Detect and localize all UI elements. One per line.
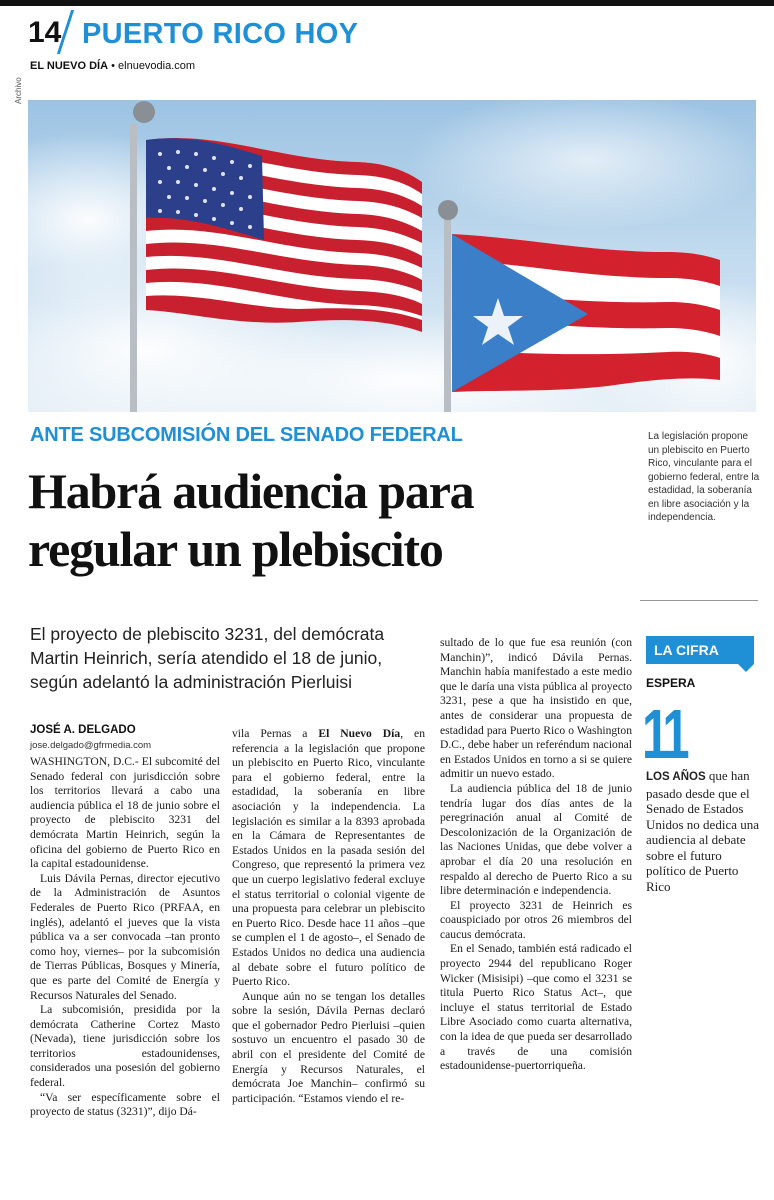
- cifra-subtitle: ESPERA: [646, 676, 696, 690]
- paragraph: “Va ser específicamente sobre el proyecto de status (3231)”, dijo Dá-: [30, 1090, 220, 1119]
- headline-line-1: Habrá audiencia para: [28, 463, 474, 519]
- us-flag-icon: [146, 138, 422, 332]
- cifra-text: [646, 768, 760, 894]
- top-rule: [0, 0, 774, 6]
- flags-photo: [28, 100, 756, 412]
- article-column-2: [232, 727, 425, 1106]
- paragraph: El proyecto 3231 de Heinrich es coauspiciado por otros 26 miembros del caucus demócrata.: [440, 898, 632, 941]
- paragraph: sultado de lo que fue esa reunión (con Manchin)”, indicó Dávila Pernas. Manchin había manifestado a este medio que le daría una vista pública al proyecto 3231, pese a que ha insistido en que, antes de considerar una propuesta de estadidad para Puerto Rico o Washington D.C., debe haber un referéndum nacional en Estados Unidos en torno a si se quiere admitir un nuevo estado.: [440, 636, 632, 781]
- photo-caption: La legislación propone un plebiscito en Puerto Rico, vinculante para el gobierno federal, entre la estadidad, la soberanía en libre asociación y la independencia.: [648, 431, 760, 523]
- caption-divider: [640, 600, 758, 601]
- article-column-1: [30, 755, 220, 1120]
- paragraph: En el Senado, también está radicado el proyecto 2944 del republicano Roger Wicker (Misisipi) –que como el 3231 se titula Puerto Rico Status Act–, que incluye el status territorial de Estado Libre Asociado como cuarta alternativa, con la idea de que pueda ser desarrollado a través de una comisión estadounidense-puertorriqueña.: [440, 942, 632, 1073]
- byline-email: jose.delgado@gfrmedia.com: [30, 740, 152, 751]
- headline-line-2: regular un plebiscito: [28, 521, 443, 577]
- text-run: , en referencia a la legislación que propone un plebiscito en Puerto Rico, vinculante para el gobierno federal, entre la estadidad, la soberanía en libre asociación y la independencia. La legislación es similar a la 8393 aprobada en la Cámara de Representantes de Estados Unidos en la pasada sesión del Congreso, que representó la primera vez que un cuerpo legislativo federal excluye el status territorial o colonial vigente de una propuesta para celebrar un plebiscito en Puerto Rico. Desde hace 11 años –que se cumplen el 1 de agosto–, el Senado de Estados Unidos no dedica una audiencia al debate sobre el futuro político de Puerto Rico.: [232, 727, 425, 989]
- byline-name: JOSÉ A. DELGADO: [30, 724, 136, 736]
- site-url: elnuevodia.com: [118, 60, 196, 72]
- cifra-title: LA CIFRA: [654, 642, 719, 658]
- paragraph: La subcomisión, presidida por la demócrata Catherine Cortez Masto (Nevada), tiene jurisdicción sobre los territorios estadounidenses, considerados una posesión del gobierno federal.: [30, 1003, 220, 1090]
- section-title: PUERTO RICO HOY: [82, 18, 359, 50]
- page-number: 14: [28, 16, 62, 49]
- masthead: [30, 60, 195, 72]
- paragraph: WASHINGTON, D.C.- El subcomité del Senado federal con jurisdicción sobre los territorios llevará a cabo una audiencia pública el 18 de junio sobre el proyecto de plebiscito 3231 del demócrata Martin Heinrich, según la oficina del gobierno de Puerto Rico en la capital estadounidense.: [30, 755, 220, 871]
- headline: [28, 462, 628, 578]
- cifra-body: que han pasado desde que el Senado de Estados Unidos no dedica una audiencia al debate sobre el futuro político de Puerto Rico: [646, 768, 760, 894]
- paragraph: La audiencia pública del 18 de junio tendría lugar dos días antes de la peregrinación anual al Comité de Descolonización de la Organización de las Naciones Unidas, que debe volver a aprobar el día 20 una resolución en respaldo al derecho de Puerto Rico a su libre determinación e independencia.: [440, 781, 632, 898]
- paragraph: Aunque aún no se tengan los detalles sobre la sesión, Dávila Pernas declaró que el gobernador Pedro Pierluisi –quien sostuvo un encuentro el pasado 30 de abril con el presidente del Comité de Energía y Recursos Naturales, el demócrata Joe Manchin– confirmó su participación. “Estamos viendo el re-: [232, 989, 425, 1105]
- photo-credit: Archivo: [14, 77, 23, 104]
- masthead-separator: •: [111, 60, 115, 72]
- article-column-3: [440, 636, 632, 1074]
- cifra-arrow-icon: [738, 664, 754, 672]
- text-run: vila Pernas a: [232, 727, 319, 740]
- paper-mention: El Nuevo Día: [318, 727, 401, 740]
- cifra-lead: LOS AÑOS: [646, 771, 706, 783]
- flags-illustration: [28, 100, 756, 412]
- paragraph: [232, 727, 425, 990]
- cifra-number: 11: [642, 695, 686, 773]
- paper-name: EL NUEVO DÍA: [30, 60, 109, 72]
- kicker: ANTE SUBCOMISIÓN DEL SENADO FEDERAL: [30, 424, 463, 446]
- paragraph: Luis Dávila Pernas, director ejecutivo de la Administración de Asuntos Federales de Puerto Rico (PRFAA, en inglés), adelantó el jueves que la vista pública va a ser convocada –tan pronto como hoy, viernes– por la subcomisión de Tierras Públicas, Bosques y Minería, que es parte del Comité de Energía y Recursos Naturales del Senado.: [30, 871, 220, 1002]
- deck: El proyecto de plebiscito 3231, del demócrata Martin Heinrich, sería atendido el 18 de junio, según adelantó la administración Pierluisi: [30, 624, 385, 692]
- puerto-rico-flag-icon: [452, 234, 720, 392]
